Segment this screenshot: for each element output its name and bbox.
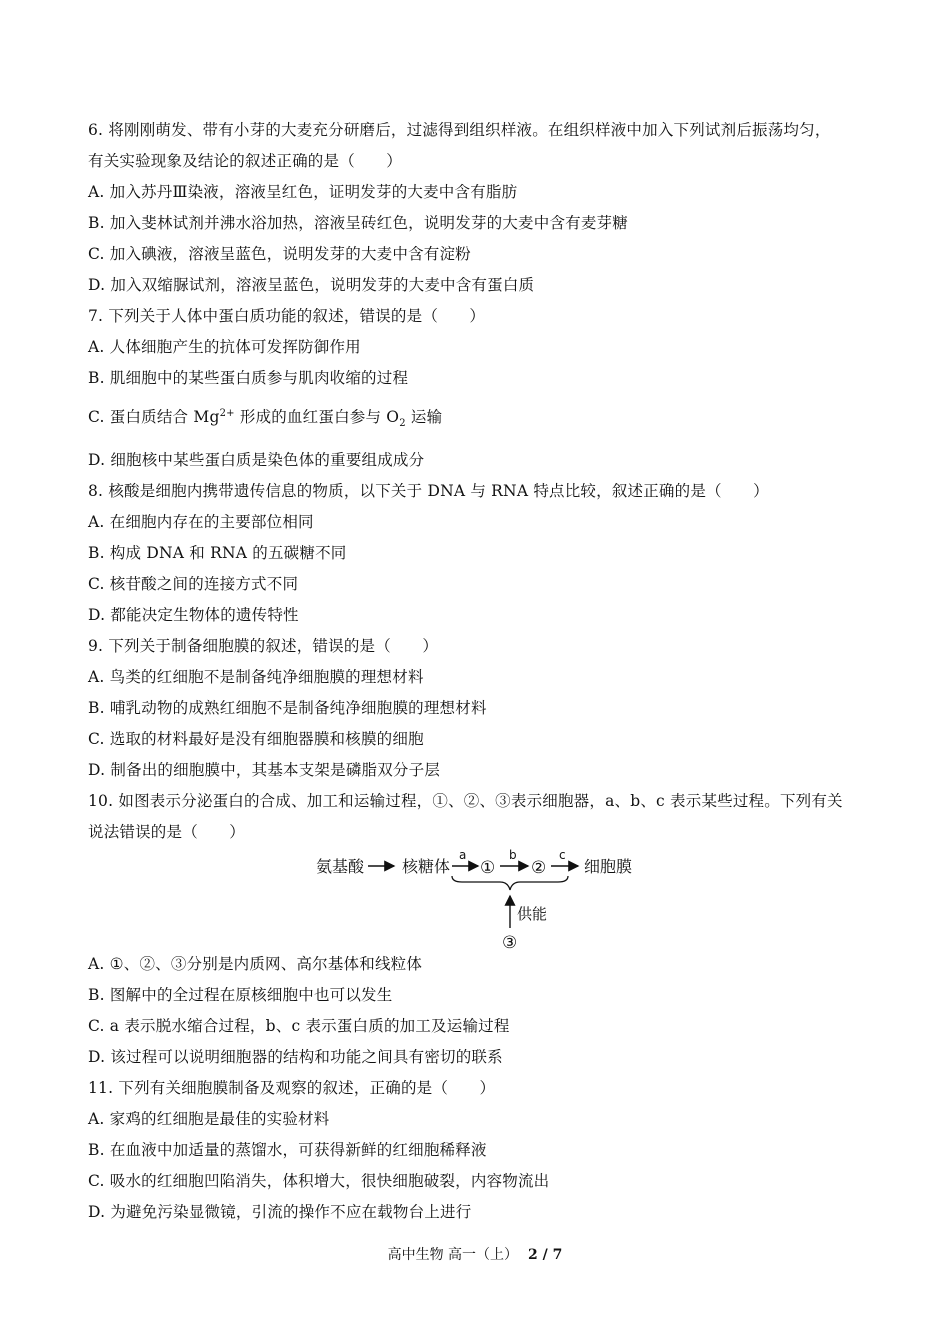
q6-stem-line1: 6. 将刚刚萌发、带有小芽的大麦充分研磨后，过滤得到组织样液。在组织样液中加入下列试剂后振荡均匀， (88, 121, 831, 139)
page-footer (0, 1246, 950, 1264)
q9-stem: 9. 下列关于制备细胞膜的叙述，错误的是（ ） (88, 637, 439, 655)
q11-stem: 11. 下列有关细胞膜制备及观察的叙述，正确的是（ ） (88, 1079, 496, 1097)
q7-stem: 7. 下列关于人体中蛋白质功能的叙述，错误的是（ ） (88, 307, 486, 325)
q6-option-d: D. 加入双缩脲试剂，溶液呈蓝色，说明发芽的大麦中含有蛋白质 (88, 276, 535, 294)
secretory-protein-diagram (310, 846, 650, 956)
q11-option-a: A. 家鸡的红细胞是最佳的实验材料 (88, 1110, 330, 1128)
q11-option-c: C. 吸水的红细胞凹陷消失，体积增大，很快细胞破裂，内容物流出 (88, 1172, 550, 1190)
q11-option-b: B. 在血液中加适量的蒸馏水，可获得新鲜的红细胞稀释液 (88, 1141, 487, 1159)
diagram-amino-acid: 氨基酸 (316, 857, 365, 876)
footer-subject: 高中生物 高一（上） (387, 1247, 519, 1263)
q6-stem-line2: 有关实验现象及结论的叙述正确的是（ ） (88, 152, 403, 170)
q10-option-a: A. ①、②、③分别是内质网、高尔基体和线粒体 (88, 955, 423, 973)
diagram-label-b: b (509, 848, 517, 862)
q7-option-c-sub: 2 (399, 418, 406, 430)
q8-option-a: A. 在细胞内存在的主要部位相同 (88, 513, 314, 531)
diagram-energy-label: 供能 (517, 905, 548, 923)
q11-option-d: D. 为避免污染显微镜，引流的操作不应在载物台上进行 (88, 1203, 472, 1221)
q10-stem-line1: 10. 如图表示分泌蛋白的合成、加工和运输过程，①、②、③表示细胞器，a、b、c 表示某些过程。下列有关 (88, 792, 843, 810)
q7-option-c-mid: 形成的血红蛋白参与 O (234, 408, 400, 426)
q10-stem-line2: 说法错误的是（ ） (88, 823, 246, 841)
diagram-organelle-3: ③ (502, 933, 518, 953)
diagram-brace (452, 876, 568, 890)
q10-option-c: C. a 表示脱水缩合过程，b、c 表示蛋白质的加工及运输过程 (88, 1017, 510, 1035)
q9-option-c: C. 选取的材料最好是没有细胞器膜和核膜的细胞 (88, 730, 424, 748)
q7-option-b: B. 肌细胞中的某些蛋白质参与肌肉收缩的过程 (88, 369, 409, 387)
q10-option-d: D. 该过程可以说明细胞器的结构和功能之间具有密切的联系 (88, 1048, 503, 1066)
q8-stem: 8. 核酸是细胞内携带遗传信息的物质，以下关于 DNA 与 RNA 特点比较，叙述正确的是（ ） (88, 482, 769, 500)
q6-option-a: A. 加入苏丹Ⅲ染液，溶液呈红色，证明发芽的大麦中含有脂肪 (88, 183, 518, 201)
q8-option-b: B. 构成 DNA 和 RNA 的五碳糖不同 (88, 544, 347, 562)
q7-option-c (88, 407, 443, 430)
q9-option-d: D. 制备出的细胞膜中，其基本支架是磷脂双分子层 (88, 761, 441, 779)
q6-option-c: C. 加入碘液，溶液呈蓝色，说明发芽的大麦中含有淀粉 (88, 245, 471, 263)
q9-option-b: B. 哺乳动物的成熟红细胞不是制备纯净细胞膜的理想材料 (88, 699, 487, 717)
diagram-ribosome: 核糖体 (402, 857, 451, 876)
q7-option-d: D. 细胞核中某些蛋白质是染色体的重要组成成分 (88, 451, 425, 469)
q7-option-c-sup: 2+ (219, 407, 235, 419)
q7-option-c-pre: C. 蛋白质结合 Mg (88, 408, 220, 426)
q7-option-a: A. 人体细胞产生的抗体可发挥防御作用 (88, 338, 361, 356)
diagram-cell-membrane: 细胞膜 (584, 857, 633, 876)
q8-option-d: D. 都能决定生物体的遗传特性 (88, 606, 299, 624)
q6-option-b: B. 加入斐林试剂并沸水浴加热，溶液呈砖红色，说明发芽的大麦中含有麦芽糖 (88, 214, 628, 232)
diagram-label-a: a (459, 848, 467, 862)
page-number: 2 / 7 (528, 1247, 563, 1263)
q8-option-c: C. 核苷酸之间的连接方式不同 (88, 575, 299, 593)
q7-option-c-post: 运输 (405, 408, 443, 426)
diagram-organelle-2: ② (531, 858, 547, 878)
diagram-label-c: c (559, 848, 566, 862)
q10-option-b: B. 图解中的全过程在原核细胞中也可以发生 (88, 986, 393, 1004)
q9-option-a: A. 鸟类的红细胞不是制备纯净细胞膜的理想材料 (88, 668, 424, 686)
diagram-organelle-1: ① (480, 858, 496, 878)
